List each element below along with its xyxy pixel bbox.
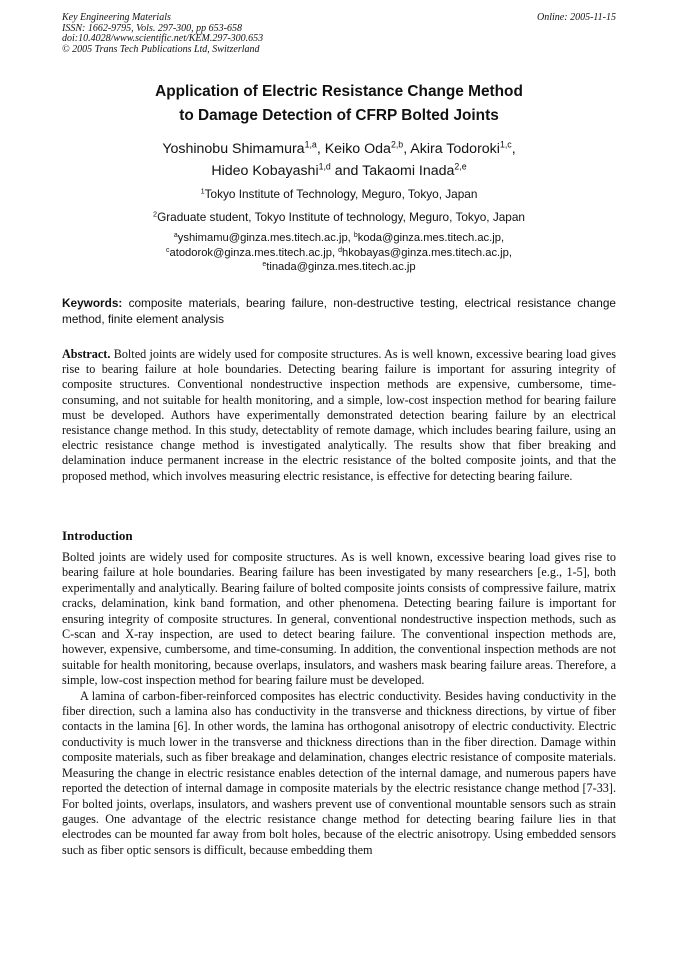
paper-title — [62, 80, 616, 128]
author-separator: , — [403, 141, 411, 157]
author-separator: and — [330, 163, 363, 179]
email-mark: c — [166, 246, 170, 254]
email-address: yshimamu@ginza.mes.titech.ac.jp, — [177, 232, 354, 244]
abstract — [62, 347, 616, 484]
author-line-1 — [62, 138, 616, 160]
author-separator: , — [316, 141, 325, 157]
author-name: Akira Todoroki — [410, 141, 500, 157]
abstract-label: Abstract. — [62, 347, 111, 361]
title-line-1: Application of Electric Resistance Change Method — [155, 83, 523, 100]
author-name: Takaomi Inada — [362, 163, 455, 179]
online-date: Online: 2005-11-15 — [537, 12, 616, 23]
email-address: atodorok@ginza.mes.titech.ac.jp, — [169, 246, 339, 259]
paragraph: Bolted joints are widely used for composite structures. As is well known, excessive bearing load gives rise to bearing failure at hole boundaries. Bearing failure has been investigated by many researchers [e.g., 1-5], both experimentally and analytically. Bearing failure of bolted composite joints consists of compressive failure, matrix cracks, delamination, kink band formation, and other phenomena. Detecting bearing failure is important for ensuring integrity of composite structures. In general, conventional nondestructive inspection methods, such as C-scan and X-ray inspection, are used to detect bearing failure. The conventional inspection methods are, however, expensive, cumbersome, and time-consuming. In addition, the conventional inspection methods are not suitable for health monitoring, because overlaps, insulators, and washers mask bearing failure areas. Therefore, a simple, low-cost inspection method for bearing failure must be developed. — [62, 550, 616, 688]
email-block — [62, 231, 616, 275]
affiliation-text: Tokyo Institute of Technology, Meguro, Tokyo, Japan — [204, 187, 478, 201]
issn-line: ISSN: 1662-9795, Vols. 297-300, pp 653-658 — [62, 22, 242, 34]
title-line-2: to Damage Detection of CFRP Bolted Joints — [179, 107, 499, 124]
affiliation-mark: 1 — [200, 186, 205, 196]
author-name: Hideo Kobayashi — [211, 163, 319, 179]
email-address: tinada@ginza.mes.titech.ac.jp — [266, 261, 416, 273]
author-affil-mark: 1,c — [499, 139, 512, 150]
affiliation-text: Graduate student, Tokyo Institute of technology, Meguro, Tokyo, Japan — [157, 210, 525, 224]
introduction-body — [62, 550, 616, 858]
author-affil-mark: 1,d — [318, 161, 331, 172]
author-list — [62, 138, 616, 182]
keywords — [62, 296, 616, 328]
journal-name: Key Engineering Materials — [62, 12, 171, 23]
keywords-text: composite materials, bearing failure, non-destructive testing, electrical resistance change method, finite element analysis — [62, 296, 616, 326]
keywords-label: Keywords: — [62, 296, 123, 310]
email-mark: d — [338, 246, 343, 254]
journal-header — [62, 13, 616, 55]
email-mark: b — [353, 231, 358, 239]
introduction-heading: Introduction — [62, 528, 133, 543]
affiliation-1 — [62, 187, 616, 202]
author-line-2 — [62, 160, 616, 182]
email-line-3 — [62, 260, 616, 275]
author-name: Yoshinobu Shimamura — [162, 141, 305, 157]
paragraph: A lamina of carbon-fiber-reinforced composites has electric conductivity. Besides having conductivity in the fiber direction, such a lamina also has conductivity in the transverse and thickness directions, by virtue of fiber contacts in the lamina [6]. In other words, the lamina has orthogonal anisotropy of electric conductivity. Electric conductivity is much lower in the transverse and thickness directions than in the fiber direction. Damage within composite materials, such as fiber breakage and delamination, changes electric resistance of composite materials. Measuring the change in electric resistance enables detection of the internal damage, and numerous papers have reported the detection of internal damage in composite materials by the electric resistance change method [7-33]. For bolted joints, overlaps, insulators, and washers prevent use of conventional mountable sensors such as strain gauges. One advantage of the electric resistance change method for detecting bearing failure lies in that electrodes can be mounted far away from bolt holes, because of the electric anisotropy. Using embedded sensors such as fiber optic sensors is difficult, because embedding them — [62, 688, 616, 857]
email-mark: e — [262, 260, 267, 268]
author-affil-mark: 1,a — [304, 139, 317, 150]
copyright-line: © 2005 Trans Tech Publications Ltd, Switzerland — [62, 43, 260, 55]
author-affil-mark: 2,b — [390, 139, 404, 150]
author-separator: , — [511, 141, 516, 157]
email-line-2 — [62, 246, 616, 261]
affiliation-2 — [62, 210, 616, 225]
email-mark: a — [173, 231, 178, 239]
abstract-text: Bolted joints are widely used for composite structures. As is well known, excessive bearing load gives rise to bearing failure at hole boundaries. Detecting bearing failure is important for assuring integrity of composite structures. Conventional nondestructive inspection methods are expensive, cumbersome, time-consuming, and not suitable for health monitoring, and a simple, low-cost inspection method for bearing failure must be developed. Authors have experimentally demonstrated detection bearing failure by an electrical resistance change method. In this study, detectablity of remote damage, which includes bearing failure, using an electric resistance change method is investigated analytically. The results show that fiber breaking and delamination induce permanent increase in the electric resistance of the bolted composite joints, and that the proposed method, which involves measuring electric resistance, is effective for detecting bearing failure. — [62, 347, 616, 483]
email-address: koda@ginza.mes.titech.ac.jp, — [357, 232, 505, 244]
doi-line: doi:10.4028/www.scientific.net/KEM.297-300.653 — [62, 33, 264, 45]
email-line-1 — [62, 231, 616, 246]
author-affil-mark: 2,e — [454, 161, 467, 172]
author-name: Keiko Oda — [324, 141, 391, 157]
email-address: hkobayas@ginza.mes.titech.ac.jp, — [342, 246, 512, 259]
affiliation-mark: 2 — [153, 209, 158, 219]
